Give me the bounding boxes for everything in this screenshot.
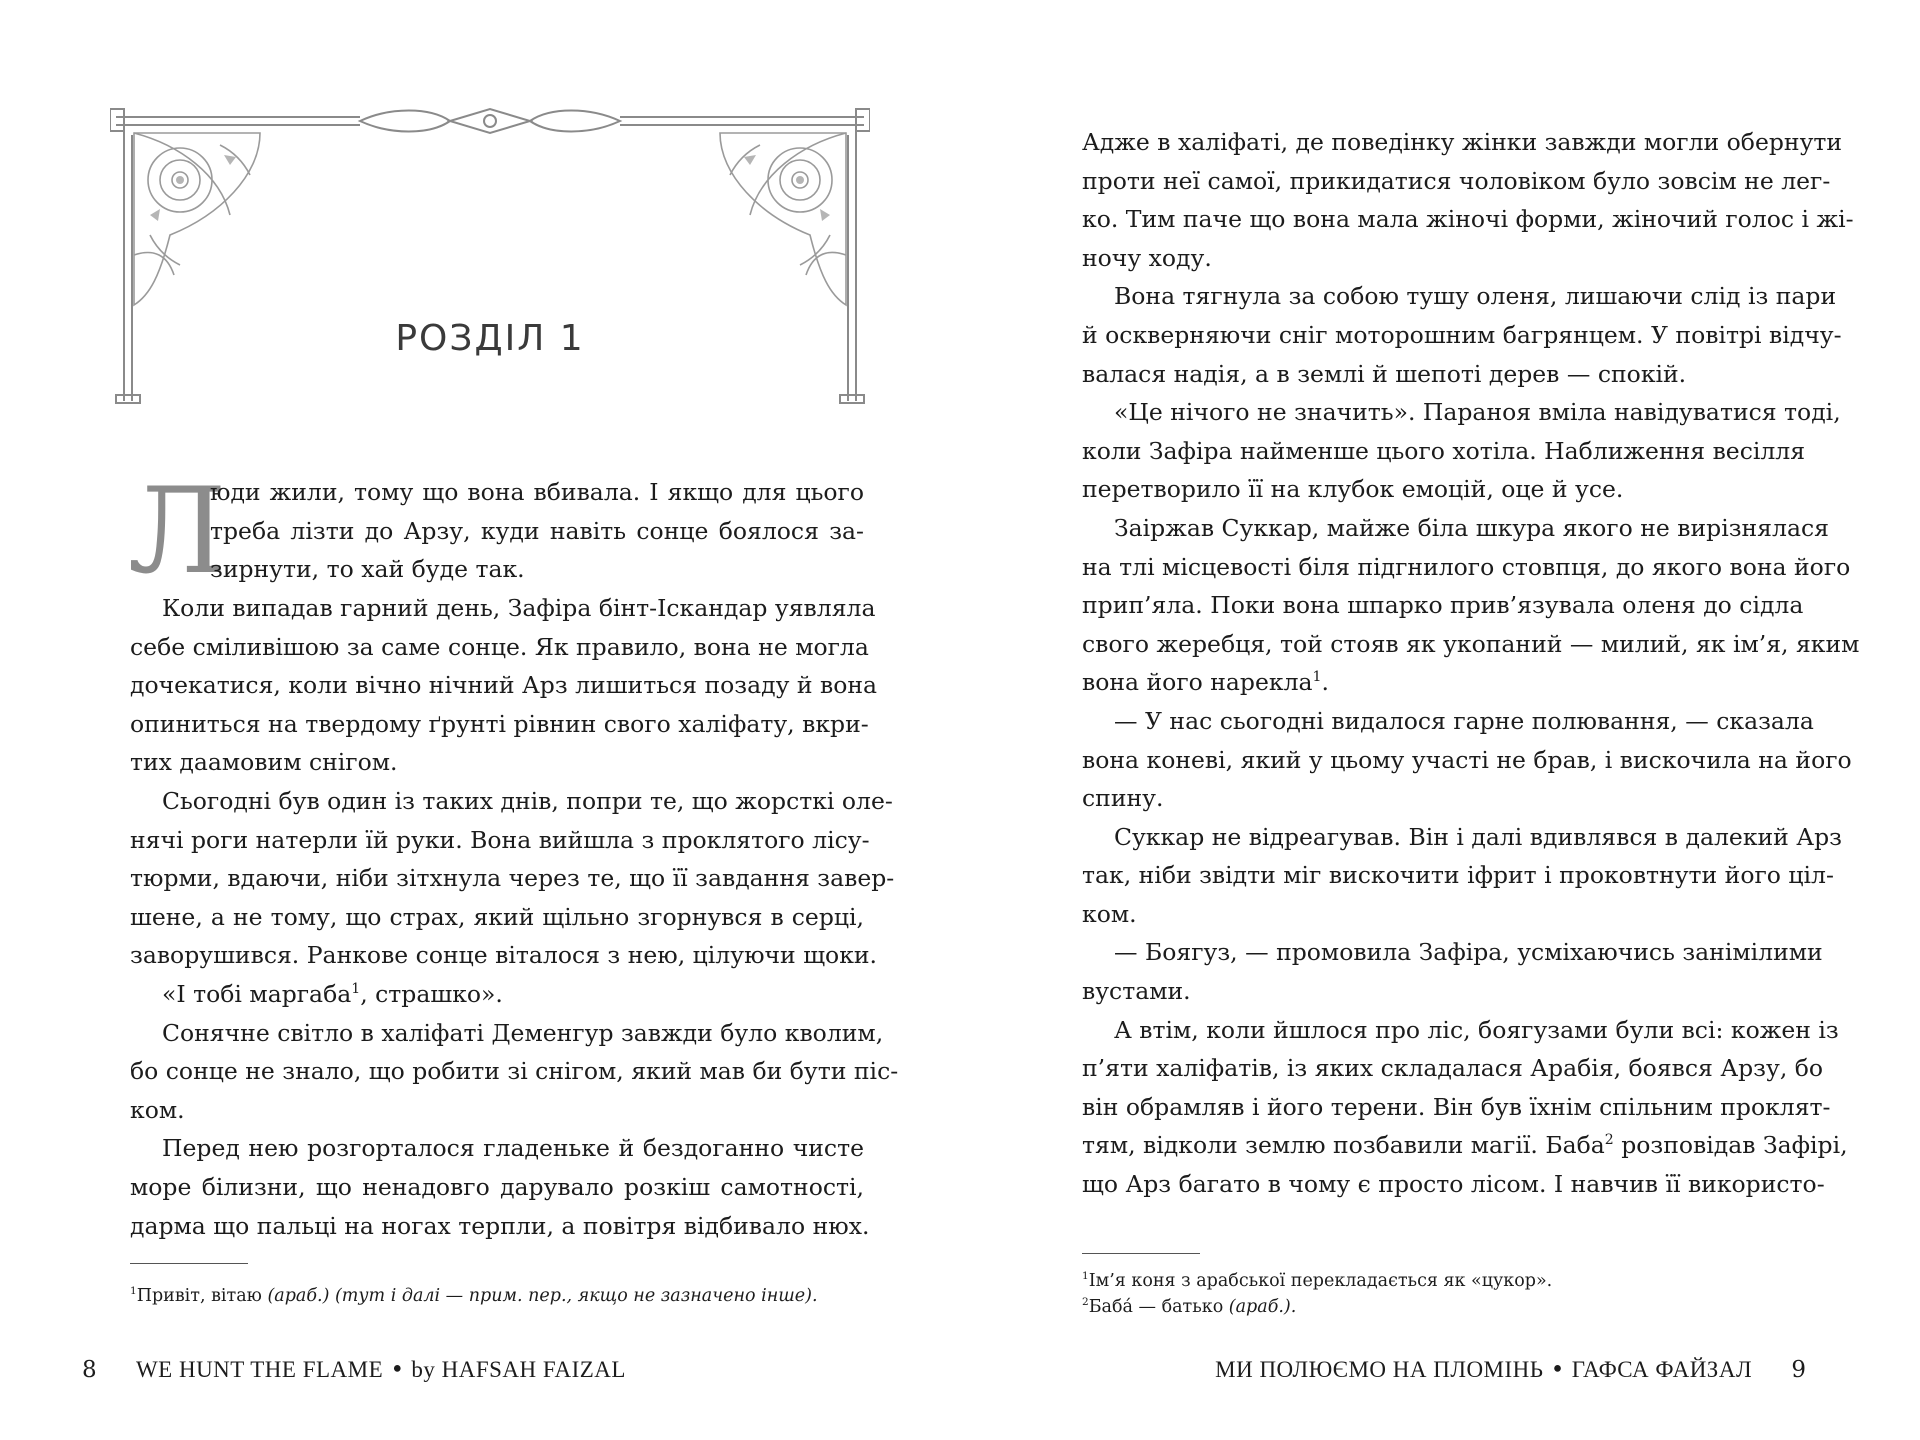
- right-page: [960, 0, 1920, 1440]
- right-body-text: [1082, 123, 1860, 1204]
- nareckla-text: вона його нарекла: [1082, 668, 1313, 697]
- footnote: [1082, 1268, 1552, 1294]
- footnote-ref: 1: [351, 981, 361, 998]
- footnote-italic: (араб.) (тут і далі — прим. пер., якщо не зазначено інше).: [267, 1286, 818, 1306]
- text-line: море білизни, що ненадовго дарувало розкіш самотності,: [130, 1172, 864, 1201]
- footnote: [130, 1283, 818, 1309]
- text-line: вустами.: [1082, 977, 1191, 1006]
- text-line: ночу ходу.: [1082, 243, 1212, 272]
- text-line: коли Зафіра найменше цього хотіла. Наближення весілля: [1082, 436, 1806, 465]
- text-line: Заіржав Суккар, майже біла шкура якого не вирізнялася: [1114, 513, 1829, 542]
- text-line: Сьогодні був один із таких днів, попри те, що жорсткі оле-: [162, 786, 893, 815]
- footnote-text: Привіт, вітаю: [136, 1286, 268, 1306]
- text-line: на тлі місцевості біля підгнилого стовпця, до якого вона його: [1082, 552, 1851, 581]
- marg-tail: , страшко».: [360, 979, 503, 1008]
- text-line: прип’яла. Поки вона шпарко прив’язувала оленя до сідла: [1082, 591, 1804, 620]
- baba-text: тям, відколи землю позбавили магії. Баба: [1082, 1131, 1605, 1160]
- text-line: «Це нічого не значить». Параноя вміла навідуватися тоді,: [1114, 398, 1841, 427]
- text-line: так, ніби звідти міг вискочити іфрит і проковтнути його ціл-: [1082, 861, 1834, 890]
- book-title: WE HUNT THE FLAME: [135, 1357, 384, 1382]
- text-line: ко. Тим паче що вона мала жіночі форми, жіночий голос і жі-: [1082, 205, 1854, 234]
- text-line: й оскверняючи сніг моторошним багрянцем. У повітрі відчу-: [1082, 320, 1842, 349]
- running-footer-right: [1215, 1357, 1806, 1383]
- text-line: треба лізти до Арзу, куди навіть сонце боялося за-: [210, 516, 864, 545]
- text-line: тюрми, вдаючи, ніби зітхнула через те, що її завдання завер-: [130, 864, 895, 893]
- footnote-number: 2: [1082, 1296, 1089, 1309]
- chapter-ornament-frame: [110, 105, 870, 405]
- text-line: ком.: [130, 1095, 185, 1124]
- text-line: свого жеребця, той стояв як укопаний — милий, як ім’я, яким: [1082, 629, 1860, 658]
- text-line: перетворило її на клубок емоцій, оце й усе.: [1082, 475, 1624, 504]
- text-line: що Арз багато в чому є просто лісом. І навчив її використо-: [1082, 1170, 1825, 1199]
- text-line: ком.: [1082, 899, 1137, 928]
- footnote-rule: [130, 1263, 248, 1264]
- separator: •: [1550, 1357, 1565, 1383]
- page-number: 8: [82, 1357, 97, 1383]
- left-body-text: [130, 589, 899, 1245]
- footnote-ref: 1: [1312, 669, 1322, 686]
- text-line: юди жили, тому що вона вбивала. І якщо для цього: [210, 478, 864, 506]
- footnote-number: 1: [130, 1285, 137, 1298]
- footnote: [1082, 1294, 1296, 1320]
- text-line: опиниться на твердому ґрунті рівнин свого халіфату, вкри-: [130, 709, 869, 738]
- text-line: спину.: [1082, 784, 1164, 813]
- text-line: Коли випадав гарний день, Зафіра бінт-Іскандар уявляла: [162, 594, 876, 622]
- text-line: Суккар не відреагував. Він і далі вдивлявся в далекий Арз: [1114, 822, 1842, 851]
- author-name: by HAFSAH FAIZAL: [411, 1357, 626, 1382]
- footnote-italic: (араб.).: [1228, 1297, 1297, 1317]
- footnote-ref: 2: [1604, 1132, 1614, 1149]
- opening-paragraph: [210, 473, 864, 589]
- marg-text: «І тобі маргаба: [162, 979, 352, 1008]
- footnote-text: Ім’я коня з арабської перекладається як «цукор».: [1088, 1271, 1553, 1291]
- text-line: проти неї самої, прикидатися чоловіком було зовсім не лег-: [1082, 166, 1831, 195]
- footnote-text: Бабá — батько: [1088, 1297, 1229, 1317]
- text-line: валася надія, а в землі й шепоті дерев — спокій.: [1082, 359, 1687, 388]
- text-line: шене, а не тому, що страх, який щільно згорнувся в серці,: [130, 902, 864, 931]
- text-line: п’яти халіфатів, із яких складалася Арабія, боявся Арзу, бо: [1082, 1054, 1824, 1083]
- text-line: нячі роги натерли їй руки. Вона вийшла з проклятого лісу-: [130, 825, 870, 854]
- text-line: А втім, коли йшлося про ліс, боягузами були всі: кожен із: [1114, 1015, 1839, 1044]
- text-line: дарма що пальці на ногах терпли, а повітря відбивало нюх.: [130, 1211, 870, 1240]
- text-line: вона коневі, який у цьому участі не брав, і вискочила на його: [1082, 745, 1852, 774]
- text-line: бо сонце не знало, що робити зі снігом, який мав би бути піс-: [130, 1057, 899, 1086]
- text-line: Вона тягнула за собою тушу оленя, лишаючи слід із пари: [1114, 282, 1837, 311]
- text-line: дочекатися, коли вічно нічний Арз лишиться позаду й вона: [130, 671, 878, 700]
- footnote-number: 1: [1082, 1270, 1089, 1283]
- running-footer-left: [82, 1357, 626, 1383]
- text-line: — Боягуз, — промовила Зафіра, усміхаючись занімілими: [1114, 938, 1823, 967]
- text-line: [1082, 1126, 1848, 1165]
- chapter-title: РОЗДІЛ 1: [395, 318, 585, 359]
- text-line: заворушився. Ранкове сонце віталося з нею, цілуючи щоки.: [130, 941, 878, 970]
- text-line: [130, 975, 864, 1014]
- baba-tail: розповідав Зафірі,: [1613, 1131, 1848, 1160]
- text-line: вона його нарекла$^1$.: [1082, 668, 1329, 697]
- text-line: тих даамовим снігом.: [130, 748, 398, 777]
- book-title: МИ ПОЛЮЄМО НА ПЛОМІНЬ: [1215, 1357, 1544, 1382]
- page-number: 9: [1791, 1357, 1806, 1383]
- footnote-rule: [1082, 1253, 1200, 1254]
- text-line: — У нас сьогодні видалося гарне полювання, — сказала: [1114, 706, 1814, 735]
- text-line: він обрамляв і його терени. Він був їхнім спільним проклят-: [1082, 1092, 1831, 1121]
- text-line: зирнути, то хай буде так.: [210, 555, 525, 584]
- text-line: Адже в халіфаті, де поведінку жінки завжди могли обернути: [1082, 128, 1843, 156]
- text-line: себе сміливішою за саме сонце. Як правило, вона не могла: [130, 632, 869, 661]
- text-line: Перед нею розгорталося гладеньке й бездоганно чисте: [162, 1134, 864, 1163]
- author-name: ГАФСА ФАЙЗАЛ: [1571, 1357, 1753, 1382]
- dropcap-letter: Л: [128, 462, 227, 600]
- separator: •: [390, 1357, 405, 1383]
- text-line: Сонячне світло в халіфаті Деменгур завжди було кволим,: [162, 1018, 884, 1047]
